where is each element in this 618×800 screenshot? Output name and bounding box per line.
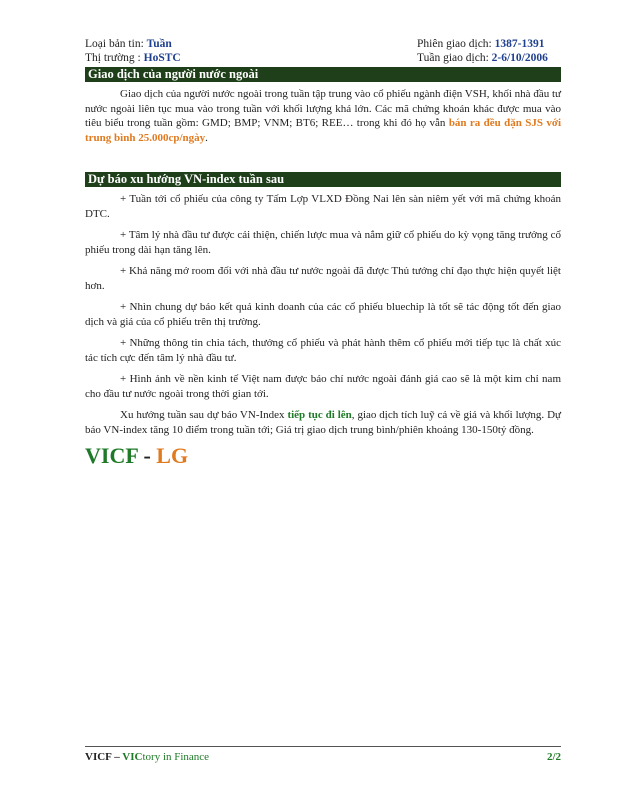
trading-week-label: Tuần giao dịch: [417,52,492,64]
page-footer [85,750,561,764]
brand-dash: - [137,443,157,468]
conclusion-text: Xu hướng tuần sau dự báo VN-Index [120,409,288,421]
section-body-forecast [85,192,561,444]
forecast-bullet: + Tuần tới cổ phiếu của công ty Tấm Lợp VLXD Đồng Nai lên sàn niêm yết với mã chứng khoán DTC. [85,193,561,220]
forecast-bullet: + Tâm lý nhà đầu tư được cải thiện, chiến lược mua và nắm giữ cổ phiếu do kỳ vọng tăng trưởng cổ phiếu trong dài hạn tăng lên. [85,229,561,256]
bulletin-type [85,37,172,51]
forecast-bullet: + Hình ảnh về nền kinh tế Việt nam được báo chí nước ngoài đánh giá cao sẽ là một kim chỉ nam cho đầu tư nước ngoài trong thời gian tới. [85,373,561,400]
trading-session-label: Phiên giao dịch: [417,38,495,50]
section-body-foreign-trading [85,87,561,152]
market [85,51,181,65]
foreign-trading-text-end: . [205,131,208,144]
footer-brand [85,751,209,763]
conclusion-highlight: tiếp tục đi lên [287,409,352,421]
trading-week [417,51,548,65]
trading-session [417,37,544,51]
section-title-foreign-trading: Giao dịch của người nước ngoài [85,67,561,82]
foreign-trading-highlight: bán ra đều đặn SJS với trung bình 25.000cp/ngày [85,117,562,144]
section-title-forecast: Dự báo xu hướng VN-index tuần sau [85,172,561,187]
market-label: Thị trường : [85,52,144,64]
foreign-trading-paragraph [85,87,561,145]
trading-week-value: 2-6/10/2006 [491,52,548,64]
bulletin-type-value: Tuần [146,38,172,50]
forecast-bullet: + Nhìn chung dự báo kết quả kinh doanh của các cổ phiếu bluechip là tốt sẽ tác động tốt đến giao dịch và giá của cổ phiếu trên thị trường. [85,301,561,328]
bulletin-type-label: Loại bản tin: [85,38,147,50]
forecast-bullet: + Khả năng mở room đối với nhà đầu tư nước ngoài đã được Thủ tướng chỉ đạo thực hiện quyết liệt hơn. [85,265,561,292]
footer-vic: VIC [122,751,143,763]
brand-signature [85,443,188,469]
conclusion-text-end: , giao dịch tích luỹ cả về giá và khối lượng. Dự báo VN-index tăng 10 điểm trong tuần tới; Giá trị giao dịch trung bình/phiên khoảng 130-150tỷ đồng. [85,409,561,436]
forecast-conclusion [85,408,561,437]
market-value: HoSTC [143,52,181,64]
trading-session-value: 1387-1391 [494,38,545,50]
brand-lg: LG [156,443,189,468]
footer-separator: – [111,751,123,763]
footer-vicf: VICF [85,751,112,763]
footer-divider [85,746,561,747]
footer-tagline: tory in Finance [142,751,210,763]
brand-vicf: VICF [85,443,138,468]
forecast-bullet: + Những thông tin chia tách, thưởng cổ phiếu và phát hành thêm cổ phiếu mới tiếp tục là chất xúc tác tích cực đến tâm lý nhà đầu tư. [85,337,561,364]
foreign-trading-text: Giao dịch của người nước ngoài trong tuần tập trung vào cổ phiếu ngành điện VSH, khối nhà đầu tư nước ngoài liên tục mua vào trong tuần với khối lượng khá lớn. Các mã chứng khoán khác được mua vào tiêu biểu trong tuần gồm: GMD; BMP; VNM; BT6; REE… trong khi đó họ vẫn [85,88,561,129]
page-number: 2/2 [546,751,561,763]
